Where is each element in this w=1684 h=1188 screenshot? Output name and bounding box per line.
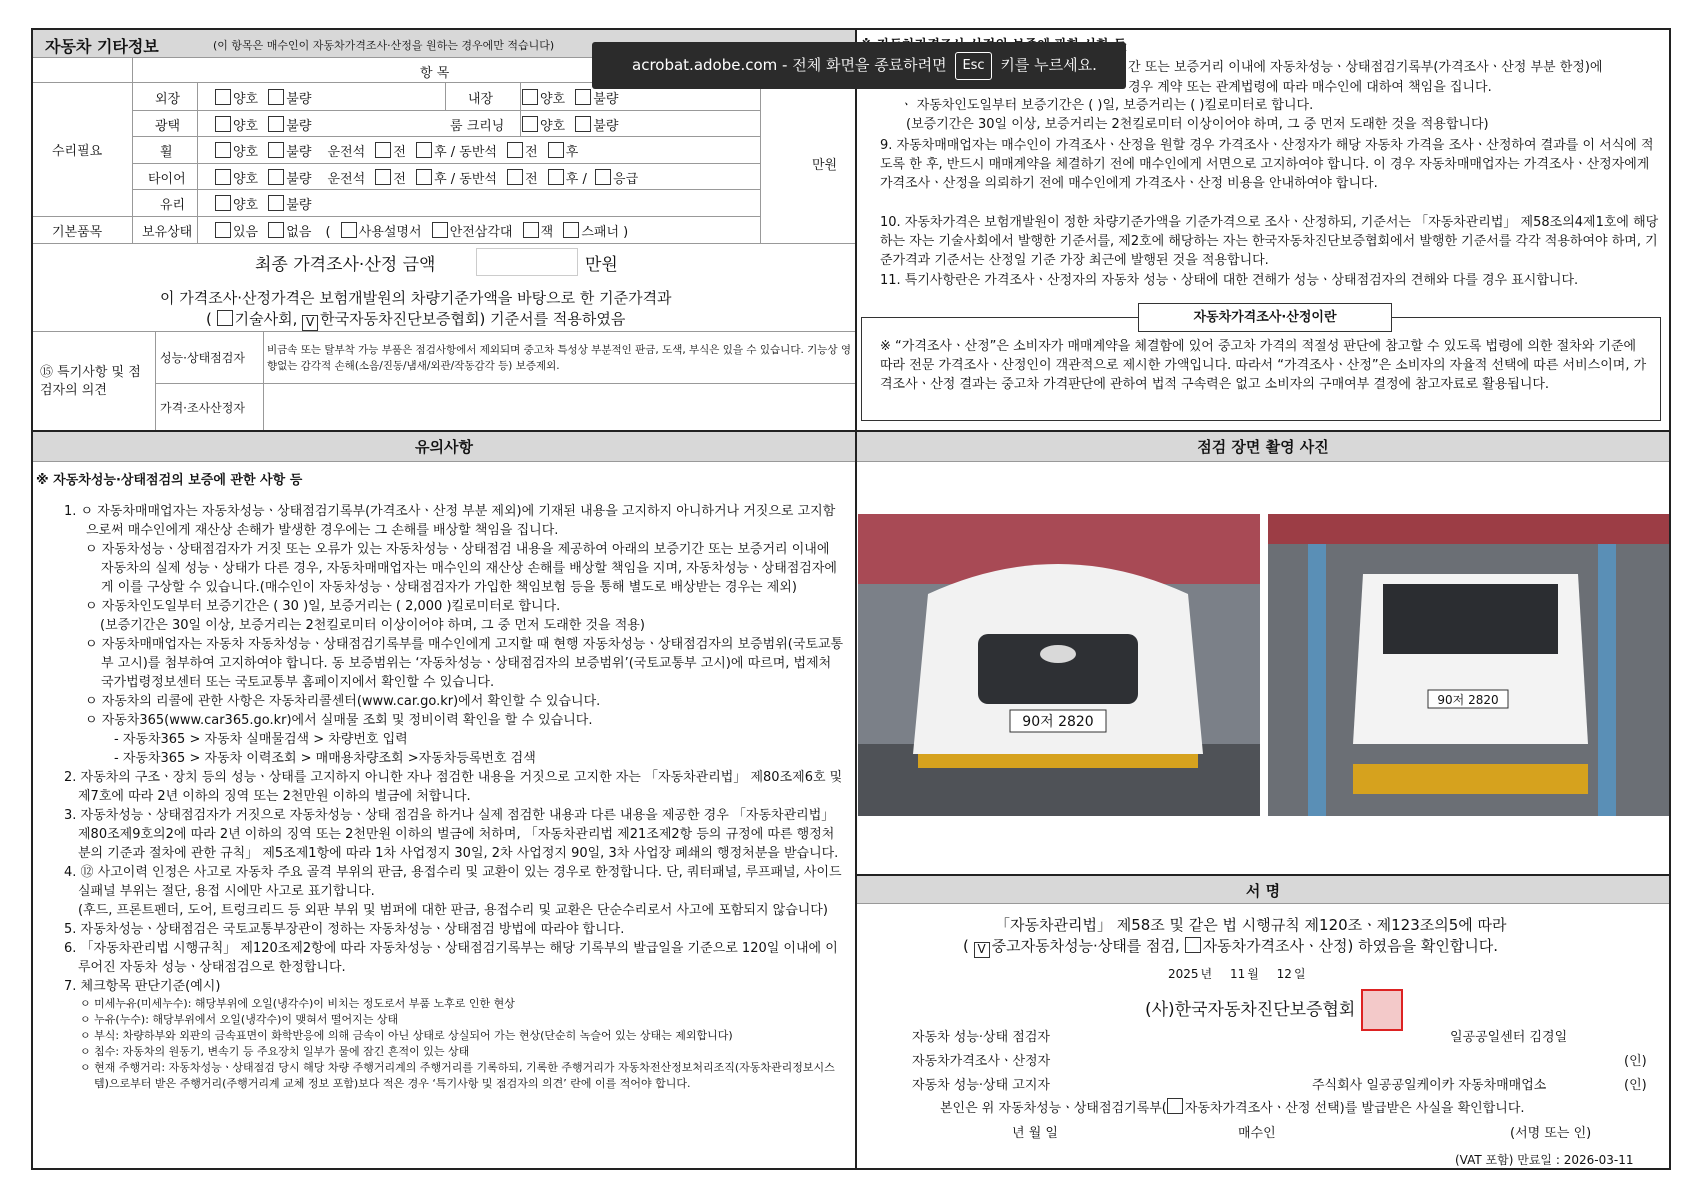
tire-label: 타이어	[148, 172, 186, 187]
sign-date: 2025 년 11 월 12 일	[1168, 967, 1306, 981]
sign-line1: 「자동차관리법」 제58조 및 같은 법 시행규칙 제120조ㆍ제123조의5에 따라	[995, 916, 1507, 934]
kadia-checkbox[interactable]: V	[302, 315, 318, 331]
basic-checks: 있음 없음 ( 사용설명서 안전삼각대 잭 스패너 )	[215, 221, 628, 240]
gloss-good-checkbox[interactable]	[215, 116, 231, 132]
wheel-checks: 양호 불량 운전석 전 후 / 동반석 전 후	[215, 141, 578, 160]
vat-expiry: (VAT 포함) 만료일 : 2026-03-11	[1455, 1153, 1634, 1167]
etc-title: 자동차 기타정보	[45, 37, 159, 56]
notice-3: 3. 자동차성능ㆍ상태점검자가 거짓으로 자동차성능ㆍ상태 점검을 하거나 실제 점검한 내용과 다른 내용을 제공한 경우 「자동차관리법」 제80조제9호의2에 따라 2년 이하의 징역 또는 2천만원 이하의 벌금에 처하며, 「자동차관리법 제21조제2항 등의 규정에 따른 행정처분의 기준과 절차에 관한 규칙」 제5조제1항에 따라 1차 사업정지 30일, 2차 사업정지 90일, 3차 사업장 폐쇄의 행정처분을 받습니다.	[64, 808, 839, 861]
notice-6: 6. 「자동차관리법 시행규칙」 제120조제2항에 따라 자동차성능ㆍ상태점검기록부는 해당 기록부의 발급일을 기준으로 120일 이내에 이루어진 자동차 성능ㆍ상태점검으로 한정합니다.	[64, 941, 838, 975]
org-stamp-icon	[1361, 989, 1403, 1031]
basis-line1: 이 가격조사·산정가격은 보험개발원의 차량기준가액을 바탕으로 한 기준가격과	[160, 289, 672, 307]
front-plate-text: 90저 2820	[1022, 714, 1094, 730]
notice-7: 7. 체크항목 판단기준(예시)	[64, 979, 221, 994]
fullscreen-notice	[592, 42, 1126, 89]
tech-society-checkbox[interactable]	[217, 310, 233, 326]
repair-label: 수리필요	[52, 144, 103, 159]
triangle-checkbox[interactable]	[432, 222, 448, 238]
tire-emergency-checkbox[interactable]	[595, 169, 611, 185]
confirm-price-checkbox[interactable]	[1167, 1098, 1183, 1114]
sign-org: (사)한국자동차진단보증협회	[1145, 989, 1403, 1031]
final-price-input[interactable]	[476, 248, 578, 276]
buyer-date: 년 월 일	[1012, 1126, 1058, 1141]
perf-note: 비금속 또는 탈부착 가능 부품은 점검사항에서 제외되며 중고차 특성상 부분적인 판금, 도색, 부식은 있을 수 있습니다. 기능상 영향없는 감각적 손해(소음/진동/냄새/외관/작동감각 등) 보증제외.	[267, 344, 852, 372]
photos-header: 점검 장면 촬영 사진	[857, 432, 1669, 462]
special-label: ⑮ 특기사항 및 점검자의 의견	[40, 365, 141, 398]
notice-1d: ㅇ 자동차매매업자는 자동차 자동차성능ㆍ상태점검기록부를 매수인에게 고지할 때 현행 자동차성능ㆍ상태점검자의 보증범위(국토교통부 고시)를 첨부하여 고지하여야 합니다. 동 보증범위는 ‘자동차성능ㆍ상태점검자의 보증범위’(국토교통부 고시)에 따르며, 법제처 국가법령정보센터 또는 국토교통부 홈페이지에서 확인할 수 있습니다.	[85, 637, 844, 690]
notice-7c: ㅇ 부식: 차량하부와 외판의 금속표면이 화학반응에 의해 금속이 아닌 상태로 상실되어 가는 현상(단순히 녹슬어 있는 상태는 제외합니다)	[80, 1029, 733, 1042]
wheel-label: 휠	[160, 145, 173, 160]
notice-7d: ㅇ 침수: 자동차의 원동기, 변속기 등 주요장치 일부가 물에 잠긴 흔적이 있는 상태	[80, 1045, 470, 1058]
room-cleaning-label: 룸 크리닝	[450, 119, 505, 134]
perf-inspector-label: 성능·상태점검자	[160, 351, 245, 365]
glass-label: 유리	[160, 198, 186, 213]
exterior-checks: 양호 불량	[215, 88, 311, 107]
notice-1g: - 자동차365 > 자동차 실매물검색 > 차량번호 입력	[114, 732, 408, 747]
final-price-unit: 만원	[585, 255, 618, 275]
confirm-line: 본인은 위 자동차성능ㆍ상태점검기록부( 자동차가격조사ㆍ산정 선택)를 발급받은 사실을 확인합니다.	[940, 1097, 1525, 1116]
front-photo	[858, 514, 1260, 816]
interior-bad-checkbox[interactable]	[575, 89, 591, 105]
performance-check-checkbox[interactable]: V	[974, 942, 990, 958]
spanner-checkbox[interactable]	[563, 222, 579, 238]
sign-line2: ( V 중고자동차성능·상태를 점검, 자동차가격조사ㆍ산정) 하였음을 확인합니다.	[963, 937, 1499, 956]
etc-subtitle: (이 항목은 매수인이 자동차가격조사·산정을 원하는 경우에만 적습니다)	[213, 39, 555, 52]
wheel-pass-front-checkbox[interactable]	[507, 142, 523, 158]
price-inspector-label: 가격·조사산정자	[160, 401, 245, 415]
item-11: 11. 특기사항란은 가격조사ㆍ산정자의 자동차 성능ㆍ상태에 대한 견해가 성능ㆍ상태점검자의 견해와 다를 경우 표시합니다.	[880, 273, 1579, 288]
room-good-checkbox[interactable]	[522, 116, 538, 132]
right-top-line-b: 경우 계약 또는 관계법령에 따라 매수인에 대하여 책임을 집니다.	[1128, 80, 1492, 95]
none-checkbox[interactable]	[268, 222, 284, 238]
price-info-title: 자동차가격조사·산정이란	[1138, 303, 1392, 332]
glass-bad-checkbox[interactable]	[268, 195, 284, 211]
tire-driver-front-checkbox[interactable]	[375, 169, 391, 185]
notice-4b: (후드, 프론트펜더, 도어, 트렁크리드 등 외판 부위 및 범퍼에 대한 판금, 용접수리 및 교환은 단순수리로서 사고에 포함되지 않습니다)	[78, 903, 828, 918]
price-info-text: ※ “가격조사ㆍ산정”은 소비자가 매매계약을 체결함에 있어 중고차 가격의 적절성 판단에 참고할 수 있도록 법령에 의한 절차와 기준에 따라 전문 가격조사ㆍ산정인이 객관적으로 제시한 가액입니다. 따라서 “가격조사ㆍ산정”은 소비자의 자율적 선택에 따른 서비스이며, 가격조사ㆍ산정 결과는 중고차 가격판단에 관하여 법적 구속력은 없고 소비자의 구매여부 결정에 참고자료로 활용됩니다.	[880, 339, 1647, 392]
col-header: 항 목	[420, 66, 450, 81]
notifier-label: 자동차 성능·상태 고지자	[912, 1078, 1050, 1093]
center-divider	[855, 28, 857, 1170]
wheel-bad-checkbox[interactable]	[268, 142, 284, 158]
basic-label: 기본품목	[52, 225, 103, 240]
price-check-checkbox[interactable]	[1185, 937, 1201, 953]
unit-label: 만원	[812, 158, 838, 173]
seal-2: (인)	[1624, 1078, 1647, 1093]
item-10: 10. 자동차가격은 보험개발원이 정한 차량기준가액을 기준가격으로 조사ㆍ산정하되, 기준서는 「자동차관리법」 제58조의4제1호에 해당하는 자는 기술사회에서 발행한 기준서를, 제2호에 해당하는 자는 한국자동차진단보증협회에서 발행한 기준서를 각각 적용하여야 하며, 기준가격과 기준서는 산정일 기준 가장 최근에 발행된 것을 적용합니다.	[880, 215, 1659, 268]
inspector-name: 일공공일센터 김경일	[1450, 1030, 1568, 1045]
exterior-label: 외장	[155, 92, 181, 107]
tire-checks: 양호 불량 운전석 전 후 / 동반석 전 후 / 응급	[215, 168, 638, 187]
final-price-label: 최종 가격조사·산정 금액	[255, 255, 436, 275]
notice-7e: ㅇ 현재 주행거리: 자동차성능ㆍ상태점검 당시 해당 차량 주행거리계의 주행거리를 기록하되, 기록한 주행거리가 자동차전산정보처리조직(자동차관리정보시스템)으로부터 받은 주행거리(주행거리계 교체 정보 포함)보다 적은 경우 ‘특기사항 및 점검자의 의견’ 란에 이를 적어야 합니다.	[80, 1061, 835, 1090]
have-checkbox[interactable]	[215, 222, 231, 238]
esc-key-badge: Esc	[955, 52, 991, 80]
overlay-text-before: acrobat.adobe.com - 전체 화면을 종료하려면	[632, 56, 947, 74]
glass-checks: 양호 불량	[215, 194, 311, 213]
manual-checkbox[interactable]	[341, 222, 357, 238]
notice-1e: ㅇ 자동차의 리콜에 관한 사항은 자동차리콜센터(www.car.go.kr)에서 확인할 수 있습니다.	[85, 694, 601, 709]
notice-5: 5. 자동차성능ㆍ상태점검은 국토교통부장관이 정하는 자동차성능ㆍ상태점검 방법에 따라야 합니다.	[64, 922, 625, 937]
gloss-checks: 양호 불량	[215, 115, 311, 134]
sign-header: 서 명	[857, 874, 1669, 904]
interior-checks: 양호 불량	[522, 88, 618, 107]
price-inspector-sign-label: 자동차가격조사ㆍ산정자	[912, 1054, 1051, 1069]
buyer-label: 매수인	[1238, 1126, 1276, 1141]
exterior-bad-checkbox[interactable]	[268, 89, 284, 105]
notice-1c: ㅇ 자동차인도일부터 보증기간은 ( 30 )일, 보증거리는 ( 2,000 )킬로미터로 합니다.	[85, 599, 561, 614]
inspector-label: 자동차 성능·상태 점검자	[912, 1030, 1050, 1045]
notice-1a: 1. ㅇ 자동차매매업자는 자동차성능ㆍ상태점검기록부(가격조사ㆍ산정 부분 제외)에 기재된 내용을 고지하지 아니하거나 거짓으로 고지함으로써 매수인에게 재산상 손해가 발생한 경우에는 그 손해를 배상할 책임을 집니다.	[64, 504, 836, 538]
rear-photo	[1268, 514, 1669, 816]
gloss-bad-checkbox[interactable]	[268, 116, 284, 132]
wheel-pass-rear-checkbox[interactable]	[548, 142, 564, 158]
notice-1b: ㅇ 자동차성능ㆍ상태점검자가 거짓 또는 오류가 있는 자동차성능ㆍ상태점검 내용을 제공하여 아래의 보증기간 또는 보증거리 이내에 자동차의 실제 성능ㆍ상태가 다른 경우, 자동차매매업자는 매수인의 재산상 손해를 배상할 책임을 지며, 자동차성능ㆍ상태점검자에게 이를 구상할 수 있습니다.(매수인이 자동차성능ㆍ상태점검자가 가입한 책임보험 등을 통해 별도로 배상받는 경우는 제외)	[85, 542, 837, 595]
notice-body	[64, 502, 844, 1092]
notice-1f: ㅇ 자동차365(www.car365.go.kr)에서 실매물 조회 및 정비이력 확인을 할 수 있습니다.	[85, 713, 593, 728]
notice-1h: - 자동차365 > 자동차 이력조회 > 매매용차량조회 >자동차등록번호 검색	[114, 751, 536, 766]
interior-label: 내장	[468, 92, 494, 107]
notice-2: 2. 자동차의 구조ㆍ장치 등의 성능ㆍ상태를 고지하지 아니한 자나 점검한 내용을 거짓으로 고지한 자는 「자동차관리법」 제80조제6호 및 제7호에 따라 2년 이하의 징역 또는 2천만원 이하의 벌금에 처합니다.	[64, 770, 843, 804]
wheel-good-checkbox[interactable]	[215, 142, 231, 158]
glass-good-checkbox[interactable]	[215, 195, 231, 211]
tire-good-checkbox[interactable]	[215, 169, 231, 185]
seal-1: (인)	[1624, 1054, 1647, 1069]
wheel-driver-rear-checkbox[interactable]	[416, 142, 432, 158]
sign-or-seal: (서명 또는 인)	[1510, 1126, 1592, 1141]
room-cleaning-checks: 양호 불량	[522, 115, 618, 134]
notice-heading: ※ 자동차성능·상태점검의 보증에 관한 사항 등	[36, 473, 303, 488]
notice-7b: ㅇ 누유(누수): 해당부위에서 오일(냉각수)이 맺혀서 떨어지는 상태	[80, 1013, 399, 1026]
item-9: 9. 자동차매매업자는 매수인이 가격조사ㆍ산정을 원할 경우 가격조사ㆍ산정자가 해당 자동차 가격을 조사ㆍ산정하여 결과를 이 서식에 적도록 한 후, 반드시 매매계약을 체결하기 전에 매수인에게 서면으로 고지하여야 합니다. 이 경우 자동차매매업자는 가격조사ㆍ산정자에게 가격조사ㆍ산정을 의뢰하기 전에 매수인에게 가격조사ㆍ산정 비용을 안내하여야 합니다.	[880, 138, 1654, 191]
jack-checkbox[interactable]	[523, 222, 539, 238]
rear-plate-text: 90저 2820	[1437, 693, 1499, 707]
gloss-label: 광택	[155, 119, 181, 134]
wheel-driver-front-checkbox[interactable]	[375, 142, 391, 158]
holding-label: 보유상태	[142, 225, 193, 240]
tire-bad-checkbox[interactable]	[268, 169, 284, 185]
notice-1c2: (보증기간은 30일 이상, 보증거리는 2천킬로미터 이상이어야 하며, 그 중 먼저 도래한 것을 적용)	[100, 618, 645, 633]
notice-4: 4. ⑫ 사고이력 인정은 사고로 자동차 주요 골격 부위의 판금, 용접수리 및 교환이 있는 경우로 한정합니다. 단, 쿼터패널, 루프패널, 사이드실패널 부위는 절단, 용접 시에만 사고로 표기합니다.	[64, 865, 842, 899]
right-top-line-a: 간 또는 보증거리 이내에 자동차성능ㆍ상태점검기록부(가격조사ㆍ산정 부분 한정)에	[1128, 60, 1603, 75]
overlay-text-after: 키를 누르세요.	[1000, 56, 1097, 74]
notifier-name: 주식회사 일공공일케이카 자동차매매업소	[1312, 1078, 1547, 1093]
tire-driver-rear-checkbox[interactable]	[416, 169, 432, 185]
tire-pass-front-checkbox[interactable]	[507, 169, 523, 185]
basis-line2: ( 기술사회, V 한국자동차진단보증협회) 기준서를 적용하였음	[206, 310, 626, 329]
notice-header: 유의사항	[33, 432, 855, 462]
tire-pass-rear-checkbox[interactable]	[548, 169, 564, 185]
right-top-line-d: (보증기간은 30일 이상, 보증거리는 2천킬로미터 이상이어야 하며, 그 중 먼저 도래한 것을 적용합니다)	[906, 117, 1489, 132]
right-top-line-c: ㆍ 자동차인도일부터 보증기간은 ( )일, 보증거리는 ( )킬로미터로 합니다.	[900, 98, 1314, 113]
room-bad-checkbox[interactable]	[575, 116, 591, 132]
interior-good-checkbox[interactable]	[522, 89, 538, 105]
notice-7a: ㅇ 미세누유(미세누수): 해당부위에 오일(냉각수)이 비치는 정도로서 부품 노후로 인한 현상	[80, 997, 515, 1010]
exterior-good-checkbox[interactable]	[215, 89, 231, 105]
